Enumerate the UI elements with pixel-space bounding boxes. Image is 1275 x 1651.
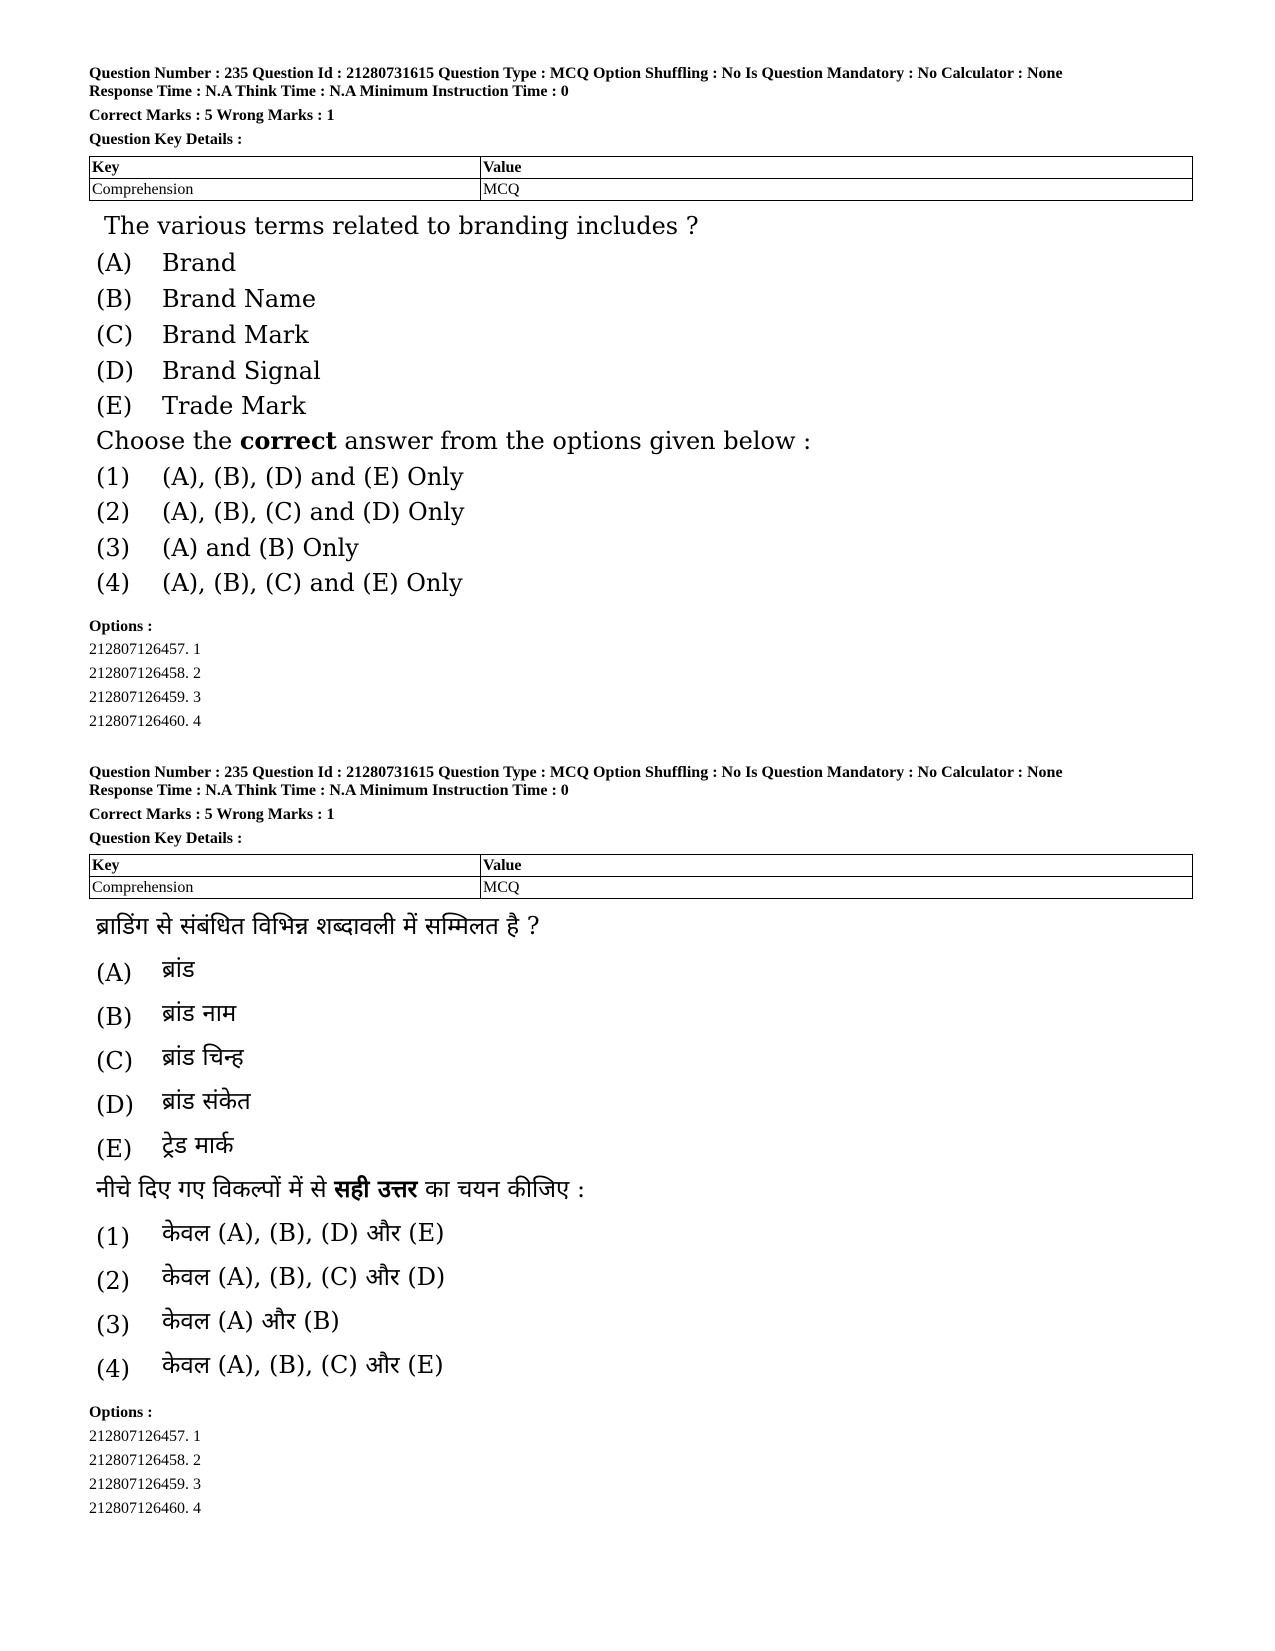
key-details-title: Question Key Details :	[89, 830, 243, 847]
item-text: Brand Name	[162, 285, 317, 313]
choice-text: केवल (A) और (B)	[162, 1307, 340, 1335]
table-header-row	[90, 855, 1193, 877]
table-header-value: Value	[481, 157, 1193, 179]
instruction-pre: नीचे दिए गए विकल्पों में से	[96, 1175, 335, 1203]
item-text: ब्रांड चिन्ह	[162, 1043, 244, 1071]
item-text: ब्रांड	[162, 955, 195, 983]
item-text: ब्रांड संकेत	[162, 1087, 251, 1115]
table-cell-value: MCQ	[481, 877, 1193, 899]
question-meta-line: Question Number : 235 Question Id : 21280731615 Question Type : MCQ Option Shuffling : No Is Question Mandatory : No Calculator : None	[89, 764, 1063, 781]
table-header-key: Key	[90, 855, 481, 877]
options-title: Options :	[89, 618, 153, 635]
item-label: (C)	[96, 1047, 134, 1075]
choice-text: (A) and (B) Only	[162, 534, 359, 562]
option-id: 212807126460. 4	[89, 713, 201, 730]
instruction-text	[96, 1174, 585, 1204]
item-label: (A)	[96, 249, 133, 277]
table-cell-key: Comprehension	[90, 877, 481, 899]
item-label: (E)	[96, 392, 133, 420]
choice-text: (A), (B), (C) and (E) Only	[162, 569, 463, 597]
choice-text: (A), (B), (C) and (D) Only	[162, 498, 465, 526]
item-label: (B)	[96, 1003, 133, 1031]
choice-label: (3)	[96, 534, 130, 562]
question-text: The various terms related to branding includes ?	[104, 212, 699, 240]
marks-line: Correct Marks : 5 Wrong Marks : 1	[89, 107, 335, 124]
option-id: 212807126460. 4	[89, 1500, 201, 1517]
instruction-post: answer from the options given below :	[336, 427, 812, 455]
key-details-table	[89, 854, 1193, 899]
instruction-pre: Choose the	[96, 427, 240, 455]
choice-text: केवल (A), (B), (C) और (D)	[162, 1263, 446, 1291]
item-text: ट्रेड मार्क	[162, 1131, 234, 1159]
question-timing-line: Response Time : N.A Think Time : N.A Minimum Instruction Time : 0	[89, 83, 569, 100]
item-text: Brand Mark	[162, 321, 309, 349]
item-label: (E)	[96, 1135, 133, 1163]
item-text: ब्रांड नाम	[162, 999, 237, 1027]
item-text: Brand	[162, 249, 237, 277]
choice-label: (4)	[96, 1355, 130, 1383]
choice-label: (2)	[96, 1267, 130, 1295]
key-details-title: Question Key Details :	[89, 131, 243, 148]
choice-text: (A), (B), (D) and (E) Only	[162, 463, 464, 491]
question-text: ब्राडिंग से संबंधित विभिन्न शब्दावली में सम्मिलत है ?	[96, 912, 540, 940]
choice-label: (4)	[96, 569, 130, 597]
option-id: 212807126459. 3	[89, 689, 201, 706]
instruction-bold: correct	[239, 426, 337, 455]
table-header-key: Key	[90, 157, 481, 179]
marks-line: Correct Marks : 5 Wrong Marks : 1	[89, 806, 335, 823]
table-header-value: Value	[481, 855, 1193, 877]
item-label: (C)	[96, 321, 134, 349]
item-text: Trade Mark	[162, 392, 306, 420]
instruction-bold: सही उत्तर	[334, 1174, 418, 1203]
item-label: (A)	[96, 959, 133, 987]
table-row	[90, 877, 1193, 899]
option-id: 212807126457. 1	[89, 641, 201, 658]
table-cell-value: MCQ	[481, 179, 1193, 201]
question-timing-line: Response Time : N.A Think Time : N.A Minimum Instruction Time : 0	[89, 782, 569, 799]
option-id: 212807126458. 2	[89, 1452, 201, 1469]
table-cell-key: Comprehension	[90, 179, 481, 201]
question-meta-line: Question Number : 235 Question Id : 21280731615 Question Type : MCQ Option Shuffling : No Is Question Mandatory : No Calculator : None	[89, 65, 1063, 82]
option-id: 212807126458. 2	[89, 665, 201, 682]
item-text: Brand Signal	[162, 357, 321, 385]
choice-label: (1)	[96, 1223, 130, 1251]
choice-label: (2)	[96, 498, 130, 526]
item-label: (B)	[96, 285, 133, 313]
item-label: (D)	[96, 357, 134, 385]
options-title: Options :	[89, 1404, 153, 1421]
choice-text: केवल (A), (B), (D) और (E)	[162, 1219, 445, 1247]
choice-label: (1)	[96, 463, 130, 491]
item-label: (D)	[96, 1091, 134, 1119]
instruction-post: का चयन कीजिए :	[417, 1175, 586, 1203]
option-id: 212807126459. 3	[89, 1476, 201, 1493]
choice-text: केवल (A), (B), (C) और (E)	[162, 1351, 444, 1379]
choice-label: (3)	[96, 1311, 130, 1339]
option-id: 212807126457. 1	[89, 1428, 201, 1445]
